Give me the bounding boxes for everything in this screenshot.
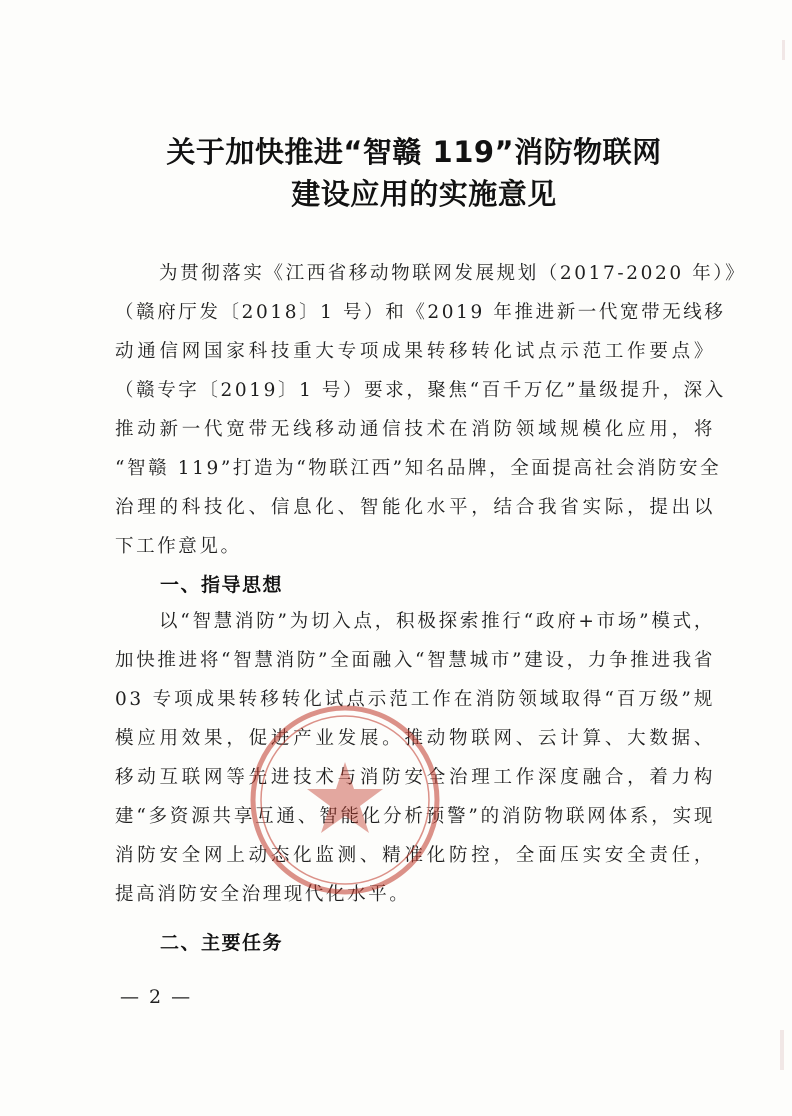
scan-mark <box>782 40 785 60</box>
section1-line: 建“多资源共享互通、智能化分析预警”的消防物联网体系，实现 <box>115 806 715 827</box>
section1-line: 提高消防安全治理现代化水平。 <box>115 884 411 905</box>
document-title-line-1: 关于加快推进“智赣 119”消防物联网 <box>166 135 662 169</box>
intro-line: 下工作意见。 <box>115 536 242 557</box>
section1-line: 加快推进将“智慧消防”全面融入“智慧城市”建设，力争推进我省 <box>115 650 715 671</box>
intro-line: “智赣 119”打造为“物联江西”知名品牌，全面提高社会消防安全 <box>115 458 722 479</box>
official-seal-icon <box>245 700 445 900</box>
section1-line: 移动互联网等先进技术与消防安全治理工作深度融合，着力构 <box>115 767 715 788</box>
intro-paragraph <box>115 254 747 566</box>
intro-line: （赣府厅发〔2018〕1 号）和《2019 年推进新一代宽带无线移 <box>115 302 726 323</box>
intro-line: 动通信网国家科技重大专项成果转移转化试点示范工作要点》 <box>115 341 715 362</box>
intro-line: 为贯彻落实《江西省移动物联网发展规划（2017-2020 年）》 <box>159 263 747 284</box>
section1-line: 消防安全网上动态化监测、精准化防控，全面压实安全责任， <box>115 845 715 866</box>
scan-mark <box>780 1030 784 1070</box>
section-heading-guiding-thought: 一、指导思想 <box>160 574 284 596</box>
section1-line: 模应用效果，促进产业发展。推动物联网、云计算、大数据、 <box>115 728 715 749</box>
intro-line: 推动新一代宽带无线移动通信技术在消防领域规模化应用，将 <box>115 419 715 440</box>
document-title-line-2: 建设应用的实施意见 <box>291 177 557 211</box>
intro-line: （赣专字〔2019〕1 号）要求，聚焦“百千万亿”量级提升，深入 <box>115 380 726 401</box>
intro-line: 治理的科技化、信息化、智能化水平，结合我省实际，提出以 <box>115 497 715 518</box>
section1-line: 以“智慧消防”为切入点，积极探索推行“政府+市场”模式， <box>159 611 715 632</box>
section1-line: 03 专项成果转移转化试点示范工作在消防领域取得“百万级”规 <box>115 689 715 710</box>
section-heading-main-tasks: 二、主要任务 <box>160 932 284 954</box>
page-number: — 2 — <box>120 986 193 1008</box>
